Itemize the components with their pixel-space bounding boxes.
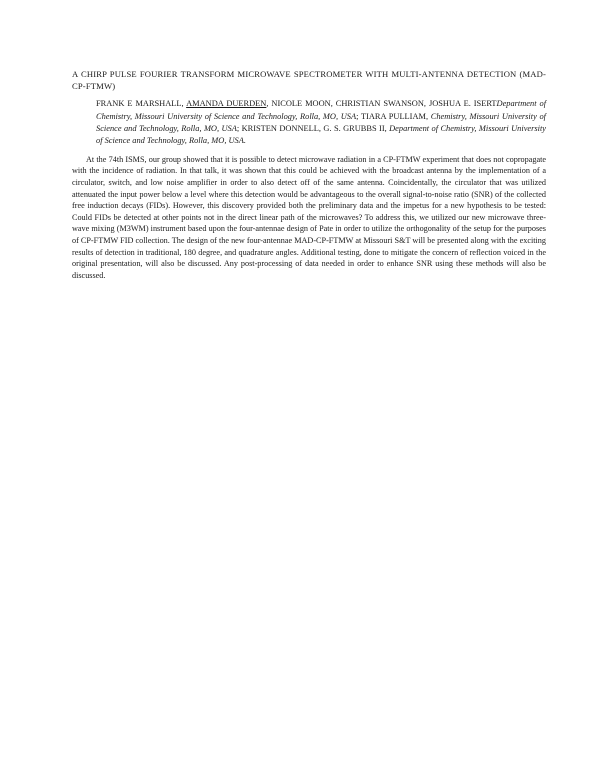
author-list: FRANK E MARSHALL, AMANDA DUERDEN, NICOLE MOON, CHRISTIAN SWANSON, JOSHUA E. ISERTDepartment of Chemistry, Missouri University of Science and Technology, Rolla, MO, USA; TIARA PULLIAM, Chemistry, Missouri University of Science and Technology, Rolla, MO, USA; KRISTEN DONNELL, G. S. GRUBBS II, Department of Chemistry, Missouri University of Science and Technology, Rolla, MO, USA. — [96, 99, 547, 145]
abstract-text: At the 74th ISMS, our group showed that it is possible to detect microwave radiation in a CP-FTMW experiment that does not copropagate with the incidence of radiation. In that talk, it was shown that this could be achieved with the broadcast antenna by the implementation of a circulator, switch, and low noise amplifier in order to also detect off of the same antenna. Coincidentally, the circulator that was utilized attenuated the input power below a level where this detection would be advantageous to the overall signal-to-noise ratio (SNR) of the collected free induction decays (FIDs). However, this discovery provided both the preliminary data and the impetus for a new hypothesis to be tested: Could FIDs be detected at other points not in the direct linear path of the microwaves? To address this, we utilized our new microwave three-wave mixing (M3WM) instrument based upon the four-antennae design of Pate in order to utilize the orthogonality of the setup for the purposes of CP-FTMW FID collection. The design of the new four-antennae MAD-CP-FTMW at Missouri S&T will be presented along with the exciting results of detection in traditional, 180 degree, and quadrature angles. Additional testing, done to mitigate the concern of reflection voiced in the original presentation, will also be discussed. Any post-processing of data needed in order to enhance SNR using these methods will also be discussed. — [72, 154, 546, 280]
author-name: NICOLE MOON — [271, 99, 331, 109]
author-name: TIARA PULLIAM — [360, 111, 426, 121]
author-name: FRANK E MARSHALL — [96, 99, 182, 109]
presenting-author-name: AMANDA DUERDEN — [186, 99, 267, 109]
author-name: KRISTEN DONNELL, G. S. GRUBBS II — [241, 123, 385, 133]
affiliation: Department of Chemistry, Missouri University of Science and Technology, Rolla, MO, USA — [96, 99, 547, 121]
paper-page — [72, 68, 546, 281]
paper-title: A CHIRP PULSE FOURIER TRANSFORM MICROWAVE SPECTROMETER WITH MULTI-ANTENNA DETECTION (MAD-CP-FTMW) — [72, 69, 546, 92]
author-name: JOSHUA E. ISERT — [428, 99, 497, 109]
affiliation: Department of Chemistry, Missouri University of Science and Technology, Rolla, MO, USA. — [96, 123, 547, 145]
affiliation: Chemistry, Missouri University of Science and Technology, Rolla, MO, USA — [96, 111, 546, 133]
author-name: CHRISTIAN SWANSON — [335, 99, 424, 109]
